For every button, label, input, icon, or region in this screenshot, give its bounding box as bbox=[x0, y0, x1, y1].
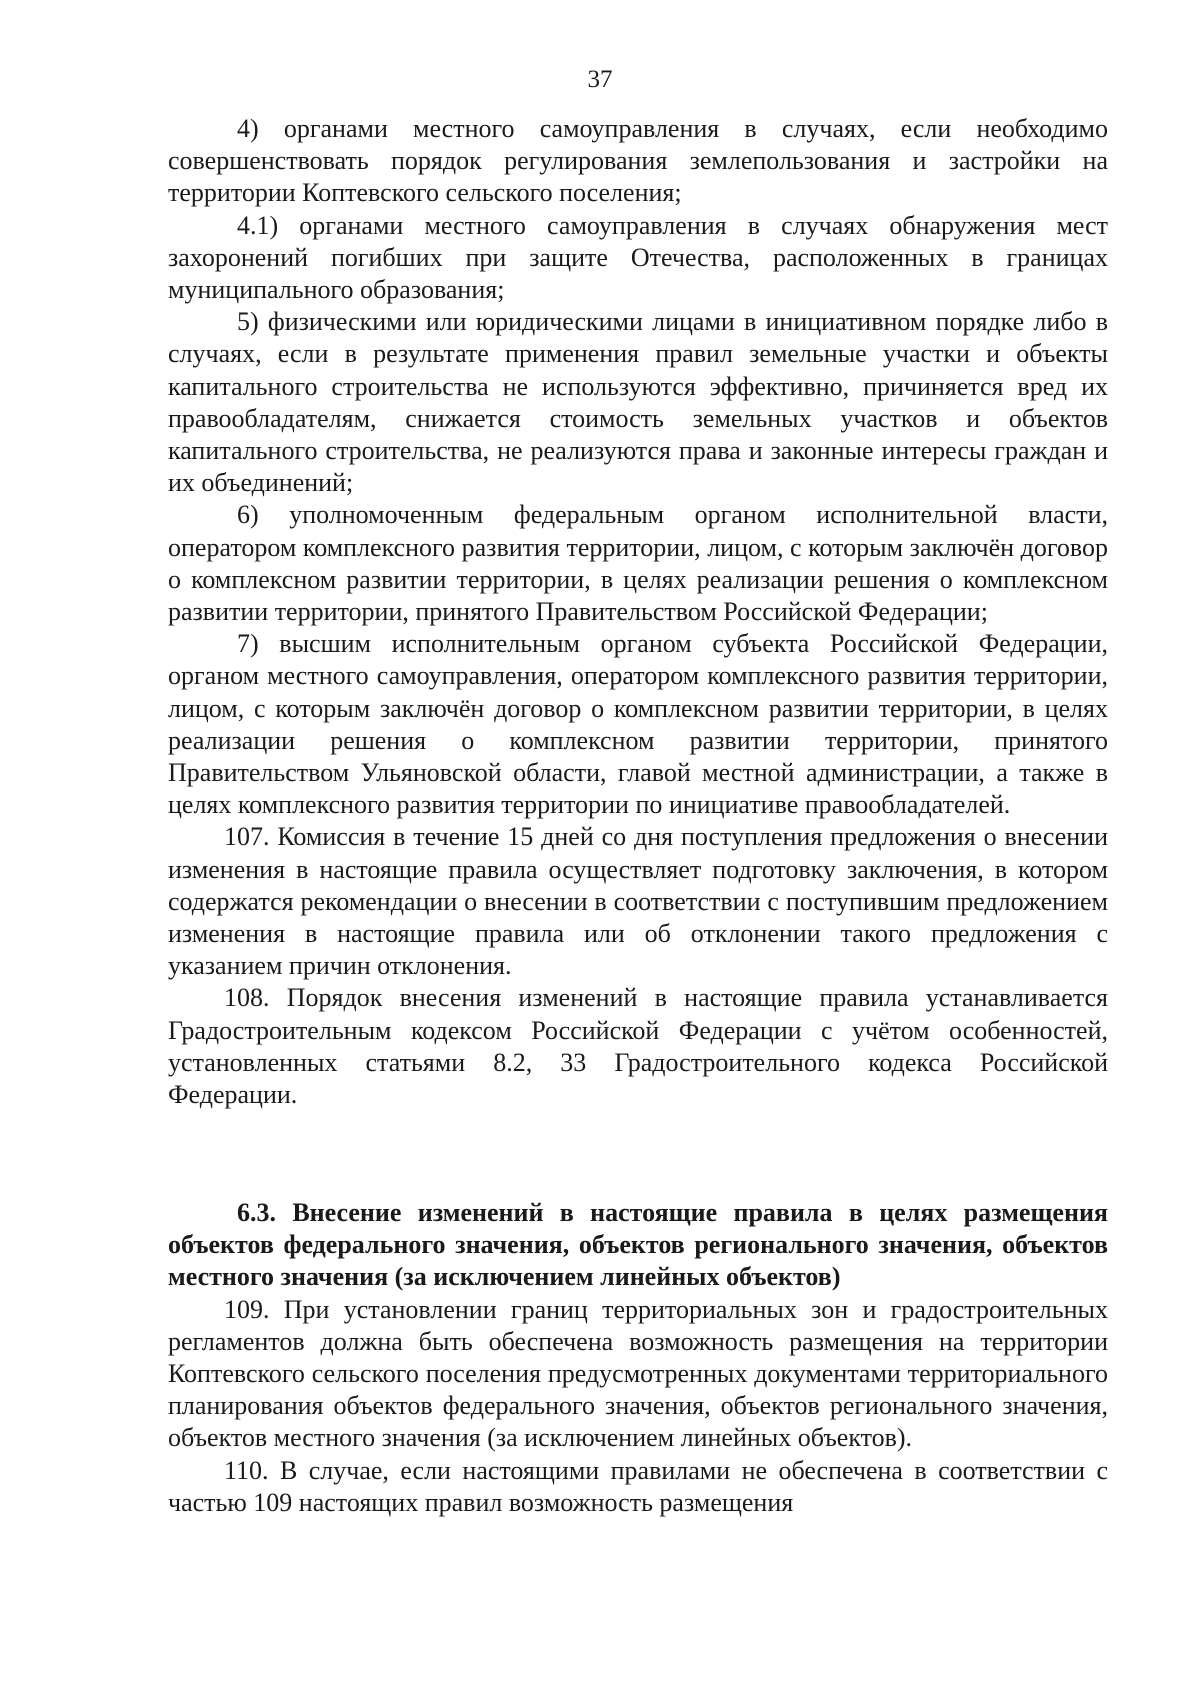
article-108: 108. Порядок внесения изменений в настоящие правила устанавливается Градостроительным кодексом Российской Федерации с учётом особенностей, установленных статьями 8.2, 33 Градостроительного кодекса Российской Федерации. bbox=[168, 983, 1108, 1110]
text-block-lower bbox=[168, 1197, 1108, 1519]
list-item-6: 6) уполномоченным федеральным органом исполнительной власти, оператором комплексного развития территории, лицом, с которым заключён договор о комплексном развитии территории, в целях реализации решения о комплексном развитии территории, принятого Правительством Российской Федерации; bbox=[168, 500, 1108, 627]
list-item-4: 4) органами местного самоуправления в случаях, если необходимо совершенствовать порядок регулирования землепользования и застройки на территории Коптевского сельского поселения; bbox=[168, 114, 1108, 208]
text-block-upper bbox=[168, 113, 1108, 1111]
section-heading: 6.3. Внесение изменений в настоящие правила в целях размещения объектов федерального значения, объектов регионального значения, объектов местного значения (за исключением линейных объектов) bbox=[168, 1198, 1108, 1292]
article-110: 110. В случае, если настоящими правилами не обеспечена в соответствии с частью 109 настоящих правил возможность размещения bbox=[168, 1455, 1108, 1517]
list-item-5: 5) физическими или юридическими лицами в инициативном порядке либо в случаях, если в результате применения правил земельные участки и объекты капитального строительства не используются эффективно, причиняется вред их правообладателям, снижается стоимость земельных участков и объектов капитального строительства, не реализуются права и законные интересы граждан и их объединений; bbox=[168, 307, 1108, 498]
page-number: 37 bbox=[587, 66, 613, 93]
article-107: 107. Комиссия в течение 15 дней со дня поступления предложения о внесении изменения в настоящие правила осуществляет подготовку заключения, в котором содержатся рекомендации о внесении в соответствии с поступившим предложением изменения в настоящие правила или об отклонении такого предложения с указанием причин отклонения. bbox=[168, 822, 1108, 981]
article-109: 109. При установлении границ территориальных зон и градостроительных регламентов должна быть обеспечена возможность размещения на территории Коптевского сельского поселения предусмотренных документами территориального планирования объектов федерального значения, объектов регионального значения, объектов местного значения (за исключением линейных объектов). bbox=[168, 1294, 1108, 1453]
list-item-7: 7) высшим исполнительным органом субъекта Российской Федерации, органом местного самоуправления, оператором комплексного развития территории, лицом, с которым заключён договор о комплексном развитии территории, в целях реализации решения о комплексном развитии территории, принятого Правительством Ульяновской области, главой местной администрации, а также в целях комплексного развития территории по инициативе правообладателей. bbox=[168, 629, 1108, 820]
list-item-4-1: 4.1) органами местного самоуправления в случаях обнаружения мест захоронений погибших при защите Отечества, расположенных в границах муниципального образования; bbox=[168, 210, 1108, 305]
